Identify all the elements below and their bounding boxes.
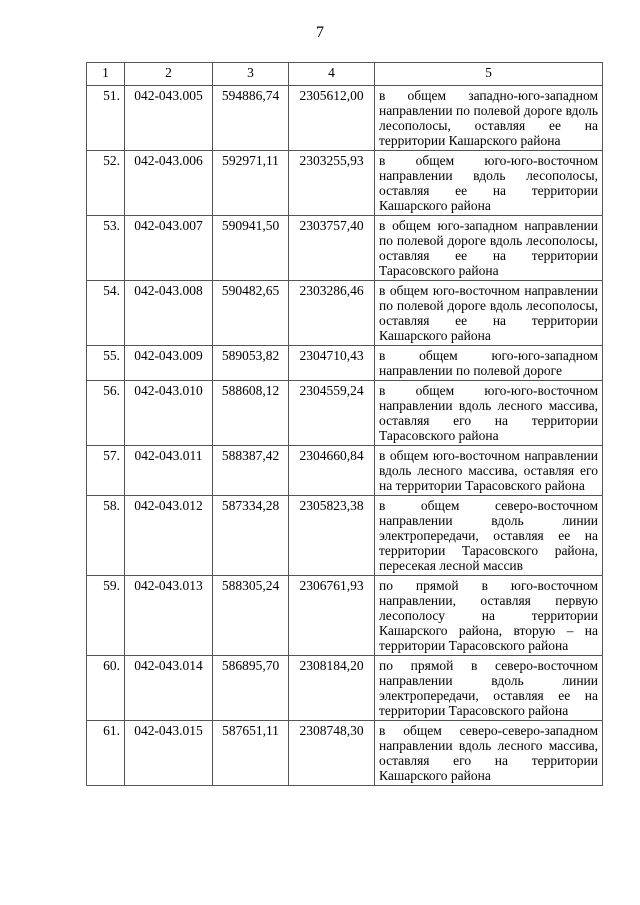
- point-number: 57.: [87, 446, 125, 496]
- boundary-description: в общем юго-юго-восточном направлении вдоль лесополосы, оставляя ее на территории Кашарского района: [375, 151, 603, 216]
- table-row: [87, 346, 603, 381]
- page-number: 7: [316, 24, 324, 41]
- y-coordinate: 2304710,43: [289, 346, 375, 381]
- point-code: 042-043.011: [125, 446, 213, 496]
- point-code: 042-043.008: [125, 281, 213, 346]
- point-number: 60.: [87, 656, 125, 721]
- x-coordinate: 588305,24: [213, 576, 289, 656]
- point-code: 042-043.005: [125, 86, 213, 151]
- point-code: 042-043.007: [125, 216, 213, 281]
- x-coordinate: 590941,50: [213, 216, 289, 281]
- table-row: [87, 281, 603, 346]
- x-coordinate: 590482,65: [213, 281, 289, 346]
- column-header-1: 1: [87, 63, 125, 86]
- boundary-description: в общем северо-восточном направлении вдоль линии электропередачи, оставляя ее на территории Тарасовского района, пересекая лесной массив: [375, 496, 603, 576]
- y-coordinate: 2303255,93: [289, 151, 375, 216]
- boundary-description: в общем юго-восточном направлении вдоль лесного массива, оставляя его на территории Тарасовского района: [375, 446, 603, 496]
- column-header-2: 2: [125, 63, 213, 86]
- boundary-description: по прямой в юго-восточном направлении, оставляя первую лесополосу на территории Кашарского района, вторую – на территории Тарасовского района: [375, 576, 603, 656]
- table-row: [87, 86, 603, 151]
- y-coordinate: 2303286,46: [289, 281, 375, 346]
- y-coordinate: 2308184,20: [289, 656, 375, 721]
- x-coordinate: 587334,28: [213, 496, 289, 576]
- x-coordinate: 586895,70: [213, 656, 289, 721]
- x-coordinate: 592971,11: [213, 151, 289, 216]
- column-header-4: 4: [289, 63, 375, 86]
- table-row: [87, 216, 603, 281]
- y-coordinate: 2308748,30: [289, 721, 375, 786]
- table-row: [87, 576, 603, 656]
- point-code: 042-043.009: [125, 346, 213, 381]
- point-number: 61.: [87, 721, 125, 786]
- boundary-description: в общем юго-восточном направлении по полевой дороге вдоль лесополосы, оставляя ее на территории Кашарского района: [375, 281, 603, 346]
- column-header-3: 3: [213, 63, 289, 86]
- x-coordinate: 588387,42: [213, 446, 289, 496]
- table-row: [87, 721, 603, 786]
- y-coordinate: 2303757,40: [289, 216, 375, 281]
- x-coordinate: 587651,11: [213, 721, 289, 786]
- boundary-description: по прямой в северо-восточном направлении вдоль линии электропередачи, оставляя ее на территории Тарасовского района: [375, 656, 603, 721]
- table-row: [87, 446, 603, 496]
- point-code: 042-043.012: [125, 496, 213, 576]
- boundary-description: в общем юго-юго-восточном направлении вдоль лесного массива, оставляя его на территории Тарасовского района: [375, 381, 603, 446]
- y-coordinate: 2304559,24: [289, 381, 375, 446]
- table-row: [87, 656, 603, 721]
- x-coordinate: 588608,12: [213, 381, 289, 446]
- y-coordinate: 2306761,93: [289, 576, 375, 656]
- point-code: 042-043.010: [125, 381, 213, 446]
- y-coordinate: 2305612,00: [289, 86, 375, 151]
- point-number: 52.: [87, 151, 125, 216]
- table-row: [87, 381, 603, 446]
- point-number: 55.: [87, 346, 125, 381]
- point-number: 56.: [87, 381, 125, 446]
- column-header-5: 5: [375, 63, 603, 86]
- x-coordinate: 594886,74: [213, 86, 289, 151]
- boundary-description: в общем западно-юго-западном направлении по полевой дороге вдоль лесополосы, оставляя ее на территории Кашарского района: [375, 86, 603, 151]
- y-coordinate: 2305823,38: [289, 496, 375, 576]
- point-number: 54.: [87, 281, 125, 346]
- table-row: [87, 151, 603, 216]
- point-number: 59.: [87, 576, 125, 656]
- x-coordinate: 589053,82: [213, 346, 289, 381]
- table-header-row: [87, 63, 603, 86]
- point-code: 042-043.006: [125, 151, 213, 216]
- point-number: 58.: [87, 496, 125, 576]
- table-row: [87, 496, 603, 576]
- point-number: 53.: [87, 216, 125, 281]
- boundary-description: в общем юго-западном направлении по полевой дороге вдоль лесополосы, оставляя ее на территории Тарасовского района: [375, 216, 603, 281]
- point-code: 042-043.015: [125, 721, 213, 786]
- boundary-points-table: [86, 62, 603, 786]
- boundary-description: в общем юго-юго-западном направлении по полевой дороге: [375, 346, 603, 381]
- point-code: 042-043.013: [125, 576, 213, 656]
- y-coordinate: 2304660,84: [289, 446, 375, 496]
- point-code: 042-043.014: [125, 656, 213, 721]
- point-number: 51.: [87, 86, 125, 151]
- boundary-description: в общем северо-северо-западном направлении вдоль лесного массива, оставляя его на территории Кашарского района: [375, 721, 603, 786]
